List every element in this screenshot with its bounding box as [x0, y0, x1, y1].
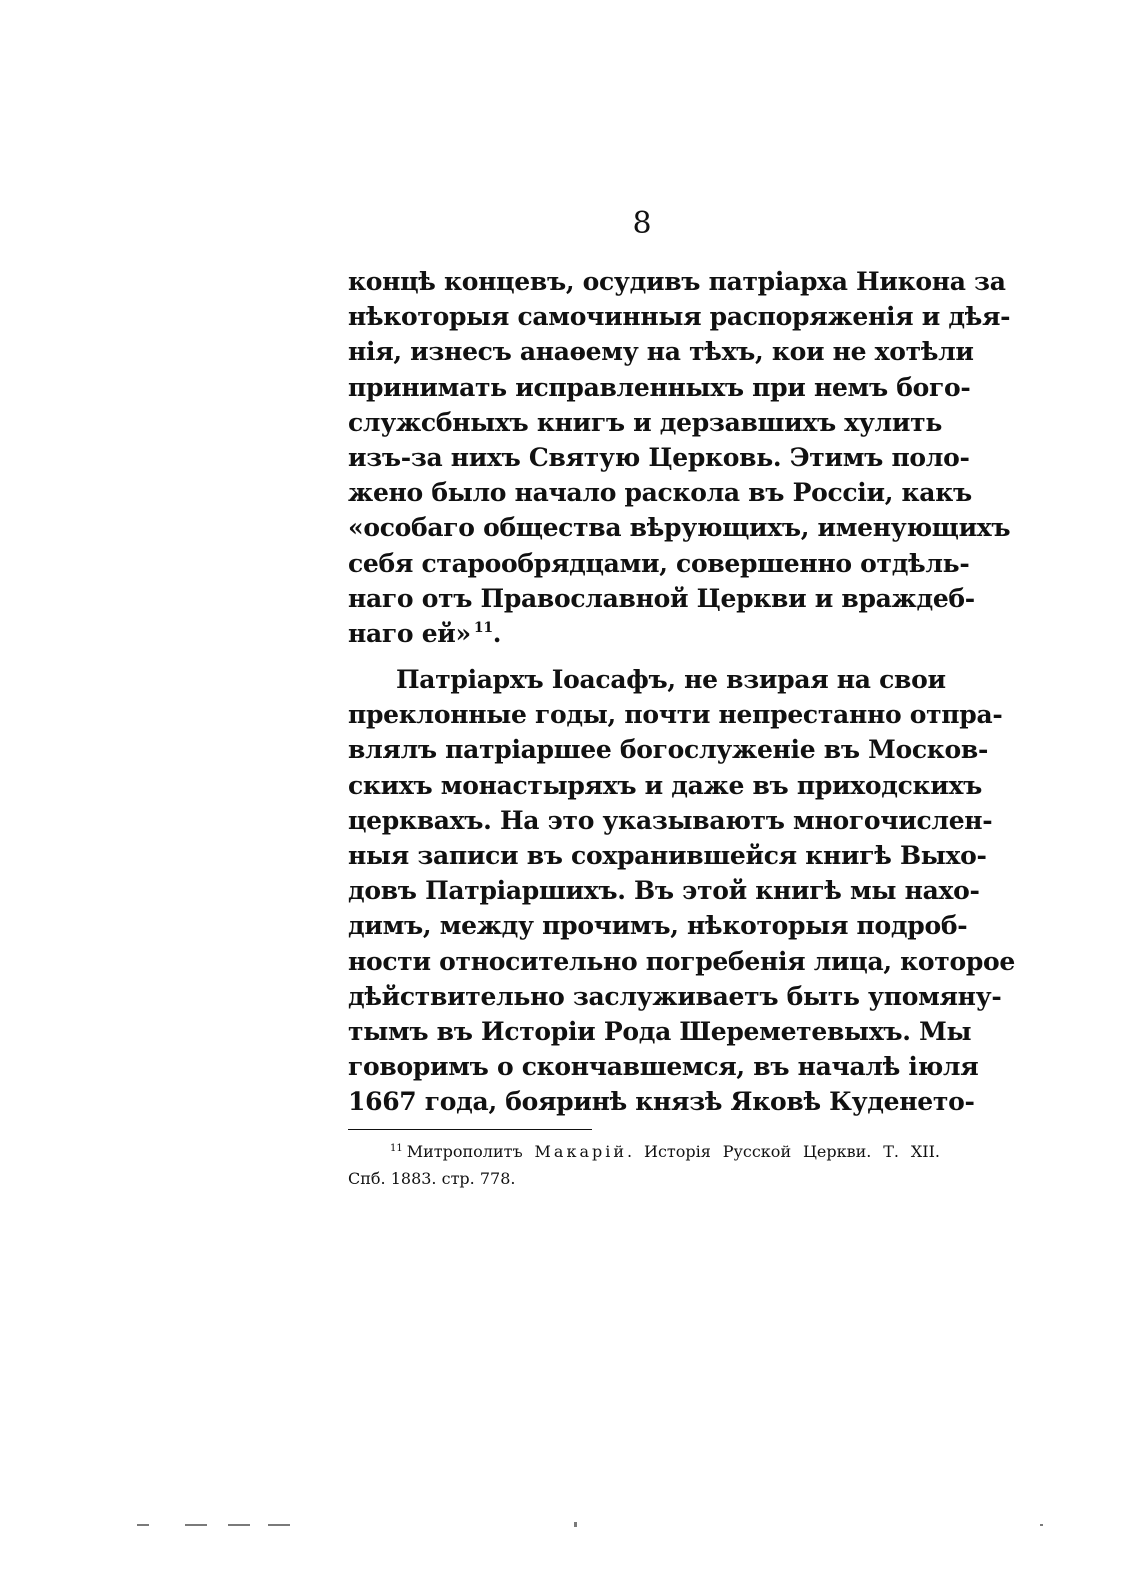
- text-line: наго отъ Православной Церкви и враждеб-: [348, 583, 975, 613]
- text-line: нія, изнесъ анаѳему на тѣхъ, кои не хотѣли: [348, 337, 974, 367]
- scan-artifact: [574, 1522, 577, 1527]
- text-line: скихъ монастыряхъ и даже въ приходскихъ: [348, 770, 982, 800]
- text-line: говоримъ о скончавшемся, въ началѣ іюля: [348, 1052, 979, 1082]
- text-line: влялъ патріаршее богослуженіе въ Москов-: [348, 735, 989, 765]
- text-line: нѣкоторыя самочинныя распоряженія и дѣя-: [348, 302, 1011, 332]
- text-line: себя старообрядцами, совершенно отдѣль-: [348, 548, 970, 578]
- page-number: 8: [632, 206, 652, 241]
- text-line: «особаго общества вѣрующихъ, именующихъ: [348, 513, 1011, 543]
- footnote-line: Спб. 1883. стр. 778.: [348, 1169, 516, 1188]
- footnote-number: 11: [390, 1143, 403, 1154]
- footnote-reference[interactable]: 11: [473, 619, 493, 636]
- text-line: преклонные годы, почти непрестанно отпра-: [348, 700, 1003, 730]
- text-line: жено было начало раскола въ Россіи, какъ: [348, 478, 972, 508]
- text-line: дѣйствительно заслуживаетъ быть упомяну-: [348, 981, 1002, 1011]
- text-line: ныя записи въ сохранившейся книгѣ Выхо-: [348, 841, 987, 870]
- footnote-line: [348, 1138, 940, 1165]
- footnote-citation: . Исторія Русской Церкви. Т. XII.: [627, 1142, 940, 1161]
- footnote-author-name: Макарій: [534, 1142, 628, 1161]
- scan-artifact: [137, 1524, 149, 1526]
- text-line-last: [348, 616, 940, 651]
- body-text: [348, 264, 1016, 1120]
- text-fragment: .: [492, 618, 502, 648]
- text-line: церквахъ. На это указываютъ многочислен-: [348, 805, 993, 835]
- text-line: довъ Патріаршихъ. Въ этой книгѣ мы нахо-: [348, 876, 980, 906]
- footnote: [348, 1138, 940, 1192]
- text-line: принимать исправленныхъ при немъ бого-: [348, 372, 971, 402]
- footnote-author-prefix: Митрополитъ: [406, 1142, 523, 1161]
- text-fragment: наго ей»: [348, 618, 471, 648]
- text-line: 1667 года, бояринѣ князѣ Яковѣ Куденето-: [348, 1087, 975, 1117]
- scan-artifact: [185, 1524, 207, 1526]
- text-line: концѣ концевъ, осудивъ патріарха Никона за: [348, 267, 1006, 296]
- paragraph-gap: [348, 651, 940, 662]
- text-line: тымъ въ Исторіи Рода Шереметевыхъ. Мы: [348, 1016, 972, 1046]
- text-line: изъ-за нихъ Святую Церковь. Этимъ поло-: [348, 442, 970, 472]
- text-line: ности относительно погребенія лица, которое: [348, 946, 1016, 976]
- text-line: служсбныхъ книгъ и дерзавшихъ хулить: [348, 407, 942, 437]
- text-line: Патріархъ Іоасафъ, не взирая на свои: [396, 665, 946, 695]
- scan-artifact: [1040, 1524, 1043, 1526]
- footnote-divider: [348, 1129, 592, 1130]
- text-line: димъ, между прочимъ, нѣкоторыя подроб-: [348, 911, 968, 941]
- scan-artifact: [228, 1524, 250, 1526]
- scan-artifact: [268, 1524, 290, 1526]
